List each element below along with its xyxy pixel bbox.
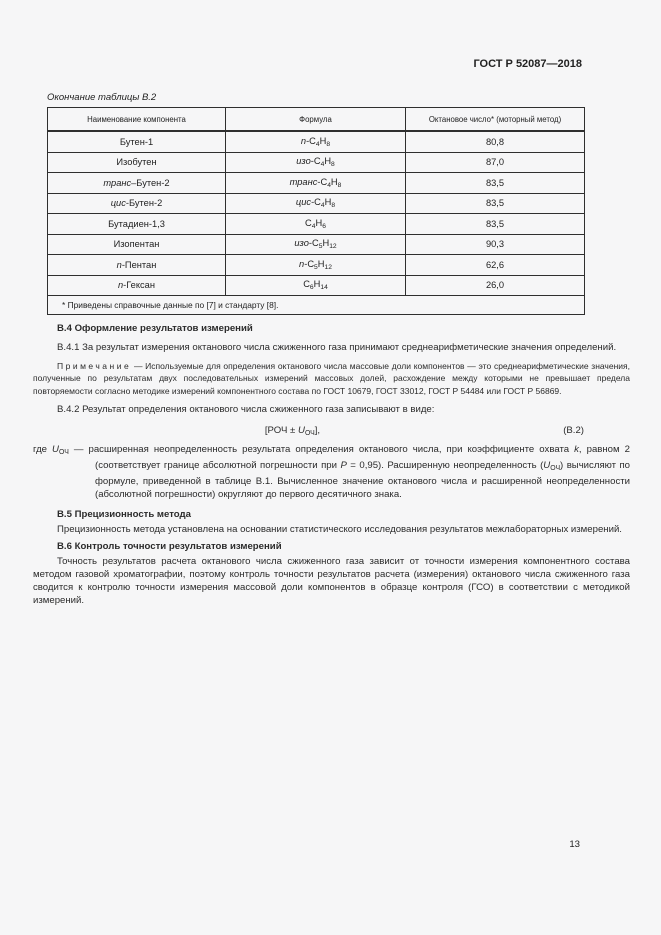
table-row (48, 234, 585, 255)
note-text: — Используемые для определения октанового числа массовые доли компонентов — это среднеарифметические значения, полученные по результатам двух последовательных измерений массовых долей, расхождение между которыми не превышает предела повторяемости согласно методике измерений компонентного состава по ГОСТ 10679, ГОСТ 33012, ГОСТ Р 54484 или ГОСТ Р 56869. (33, 361, 630, 396)
table-caption: Окончание таблицы В.2 (47, 92, 157, 103)
formula-cell: $n-C_5H_{12}$ (226, 255, 406, 276)
table-row (48, 275, 585, 296)
section-heading-b4: В.4 Оформление результатов измерений (57, 323, 253, 334)
component-name-cell: Изобутен (48, 152, 226, 173)
note-label: Примечание (57, 361, 132, 371)
octane-value-cell: 80,8 (406, 131, 585, 152)
col-header-component: Наименование компонента (48, 108, 226, 132)
formula-cell: $C_6H_{14}$ (226, 275, 406, 296)
component-name-cell: транс–Бутен-2 (48, 173, 226, 194)
table-row (48, 173, 585, 194)
page-number: 13 (569, 839, 580, 850)
table-row (48, 193, 585, 214)
formula-expression: $[РОЧ \pm U_{ОЧ}]$, (264, 425, 321, 438)
table-row (48, 131, 585, 152)
formula-row (33, 424, 630, 438)
formula-cell: транс-$C_4H_8$ (226, 173, 406, 194)
section-heading-b6: В.6 Контроль точности результатов измерений (57, 541, 282, 553)
formula-number: (В.2) (563, 425, 584, 437)
octane-value-cell: 87,0 (406, 152, 585, 173)
table-footnote-row (48, 296, 585, 315)
component-name-cell: цис-Бутен-2 (48, 193, 226, 214)
text-block (33, 316, 630, 607)
octane-value-cell: 26,0 (406, 275, 585, 296)
octane-table (47, 107, 585, 315)
table-row (48, 152, 585, 173)
paragraph-b41: В.4.1 За результат измерения октанового числа сжиженного газа принимают среднеарифметические значения определений. (57, 342, 617, 353)
col-header-formula: Формула (226, 108, 406, 132)
octane-value-cell: 83,5 (406, 214, 585, 235)
paragraph-b5: Прецизионность метода установлена на основании статистического исследования результатов межлабораторных измерений. (57, 524, 622, 536)
table-row (48, 255, 585, 276)
paragraph-b6: Точность результатов расчета октанового числа сжиженного газа зависит от точности измерения компонентного состава методом газовой хроматографии, поэтому контроль точности результатов расчета (измерения) октанового числа сжиженного газа сводится к контролю точности измерения массовой доли компонентов в образце контроля (ГСО) в соответствии с методикой измерений. (33, 556, 630, 607)
section-heading-b5: В.5 Прецизионность метода (57, 509, 191, 521)
component-name-cell: n-Пентан (48, 255, 226, 276)
component-name-cell: Изопентан (48, 234, 226, 255)
octane-value-cell: 83,5 (406, 193, 585, 214)
table-header-row (48, 108, 585, 132)
note-paragraph (33, 360, 630, 397)
paragraph-b42: В.4.2 Результат определения октанового числа сжиженного газа записывают в виде: (57, 404, 435, 416)
formula-cell: изо-$C_4H_8$ (226, 152, 406, 173)
table-row (48, 214, 585, 235)
formula-cell: изо-$C_5H_{12}$ (226, 234, 406, 255)
col-header-octane: Октановое число* (моторный метод) (406, 108, 585, 132)
component-name-cell: Бутен-1 (48, 131, 226, 152)
formula-cell: цис-$C_4H_8$ (226, 193, 406, 214)
formula-cell: $n-C_4H_8$ (226, 131, 406, 152)
table-footnote: * Приведены справочные данные по [7] и стандарту [8]. (48, 296, 585, 315)
octane-value-cell: 62,6 (406, 255, 585, 276)
paragraph-where: где $U_{ОЧ}$ — расширенная неопределенность результата определения октанового числа, при коэффициенте охвата k, равном 2 (соответствует границе абсолютной погрешности при P = 0,95). Расширенную неопределенность $(U_{ОЧ})$ вычисляют по формуле, приведенной в таблице В.1. Вычисленное значение октанового числа и расширенной неопределенности (абсолютной погрешности) округляют до первого десятичного знака. (33, 444, 630, 501)
table-body (48, 131, 585, 296)
formula-cell: $C_4H_6$ (226, 214, 406, 235)
component-name-cell: n-Гексан (48, 275, 226, 296)
doc-number: ГОСТ Р 52087—2018 (473, 58, 582, 70)
octane-value-cell: 83,5 (406, 173, 585, 194)
octane-value-cell: 90,3 (406, 234, 585, 255)
component-name-cell: Бутадиен-1,3 (48, 214, 226, 235)
